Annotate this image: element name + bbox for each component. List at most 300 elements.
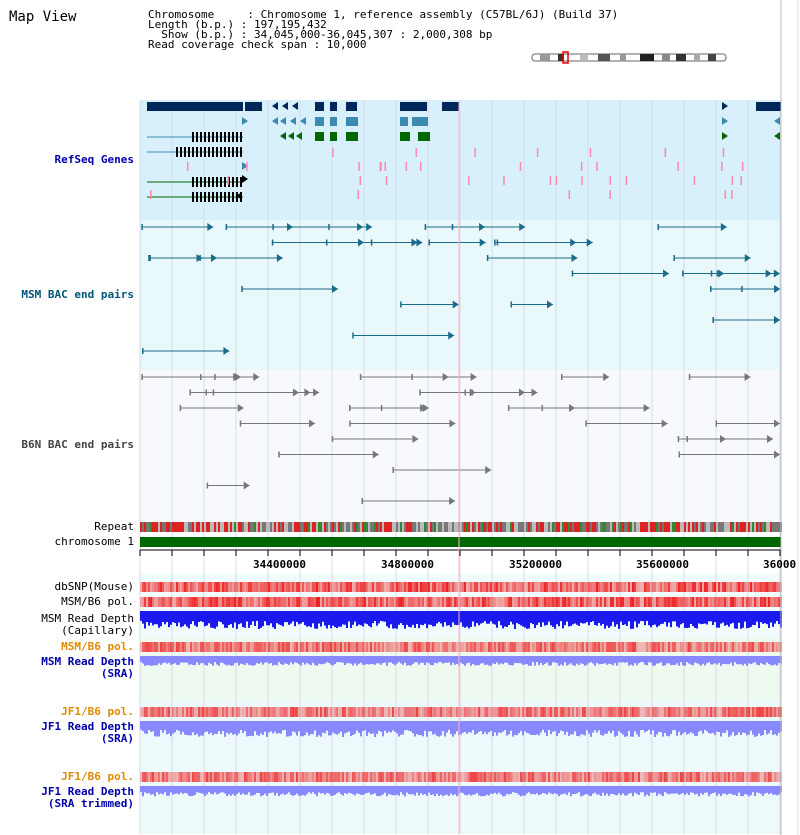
snp-density-bin [192,597,194,607]
jf1-read-depth-trimmed-label[interactable] [41,786,134,810]
snp-density-bin [422,597,424,607]
read-depth-bin [494,721,496,732]
snp-density-bin [364,642,366,652]
snp-density-bin [510,772,512,782]
read-depth-bin [706,721,708,731]
msm-read-depth-capillary-label[interactable] [41,613,134,637]
read-depth-bin [748,611,750,628]
snp-density-bin [308,597,310,607]
read-depth-bin [232,611,234,628]
read-depth-bin [466,611,468,627]
repeat-element [148,522,150,532]
read-depth-bin [558,786,560,796]
repeat-element [772,522,774,532]
snp-density-bin [414,582,416,592]
repeat-element [222,522,224,532]
snp-density-bin [588,582,590,592]
read-depth-bin [734,656,736,662]
read-depth-bin [754,721,756,737]
repeat-element [432,522,434,532]
read-depth-bin [552,611,554,627]
snp-density-bin [202,707,204,717]
read-depth-bin [510,656,512,665]
snp-density-bin [322,582,324,592]
snp-density-bin [272,582,274,592]
snp-density-bin [596,707,598,717]
read-depth-bin [184,611,186,624]
snp-density-bin [622,772,624,782]
read-depth-bin [482,656,484,663]
read-depth-bin [652,656,654,666]
snp-density-bin [158,772,160,782]
snp-density-bin [390,772,392,782]
snp-density-bin [630,772,632,782]
repeat-label[interactable]: Repeat [94,520,134,533]
snp-density-bin [598,597,600,607]
snp-density-bin [208,772,210,782]
snp-density-bin [334,707,336,717]
snp-density-bin [148,597,150,607]
snp-density-bin [496,582,498,592]
chromosome-label[interactable]: chromosome 1 [54,535,134,548]
snp-density-bin [500,707,502,717]
gene-feature [200,192,202,202]
repeat-element [268,522,270,532]
read-depth-bin [288,786,290,792]
snp-density-bin [208,597,210,607]
repeat-element [460,522,462,532]
repeat-element [714,522,716,532]
snp-density-bin [540,642,542,652]
read-depth-bin [228,656,230,665]
repeat-element [276,522,278,532]
b6n-bac-label[interactable]: B6N BAC end pairs [21,438,134,451]
read-depth-bin [638,721,640,737]
snp-density-bin [312,772,314,782]
read-depth-bin [546,611,548,625]
axis-ticks [140,550,780,556]
snp-density-bin [388,707,390,717]
snp-density-bin [630,642,632,652]
snp-density-bin [616,772,618,782]
read-depth-bin [430,656,432,665]
repeat-element [338,522,340,532]
jf1-b6-pol-label[interactable]: JF1/B6 pol. [61,705,134,718]
snp-density-bin [182,707,184,717]
read-depth-bin [182,786,184,794]
repeat-element [648,522,650,532]
snp-density-bin [634,772,636,782]
read-depth-bin [406,656,408,666]
snp-density-bin [652,582,654,592]
snp-density-bin [416,772,418,782]
read-depth-bin [762,786,764,796]
snp-density-bin [600,772,602,782]
snp-density-bin [642,772,644,782]
snp-density-bin [316,772,318,782]
snp-density-bin [320,642,322,652]
read-depth-bin [588,656,590,663]
snp-density-bin [284,707,286,717]
snp-density-bin [318,642,320,652]
read-depth-bin [296,656,298,663]
snp-density-bin [674,707,676,717]
gene-feature [224,192,226,202]
read-depth-bin [268,786,270,793]
snp-density-bin [702,597,704,607]
snp-density-bin [378,642,380,652]
read-depth-bin [168,656,170,663]
snp-density-bin [520,582,522,592]
snp-density-bin [282,642,284,652]
snp-density-bin [468,597,470,607]
snp-density-bin [284,582,286,592]
read-depth-bin [366,656,368,664]
repeat-element [382,522,384,532]
read-depth-bin [436,611,438,623]
snp-density-bin [342,582,344,592]
read-depth-bin [690,611,692,624]
snp-density-bin [202,582,204,592]
snp-density-bin [322,642,324,652]
read-depth-bin [514,786,516,793]
read-depth-bin [202,611,204,622]
snp-density-bin [424,772,426,782]
snp-density-bin [656,772,658,782]
snp-density-bin [760,597,762,607]
snp-density-bin [316,707,318,717]
jf1-read-depth-sra-label[interactable] [41,721,134,745]
snp-density-bin [634,582,636,592]
read-depth-bin [732,786,734,795]
read-depth-bin [204,786,206,796]
snp-density-bin [332,707,334,717]
read-depth-bin [332,721,334,732]
snp-density-bin [222,642,224,652]
snp-density-bin [396,707,398,717]
snp-density-bin [410,707,412,717]
read-depth-bin [160,786,162,793]
read-depth-bin [450,656,452,665]
snp-density-bin [590,707,592,717]
snp-density-bin [498,597,500,607]
snp-density-bin [578,642,580,652]
snp-density-bin [778,597,780,607]
msm-bac-label[interactable]: MSM BAC end pairs [21,288,134,301]
repeat-element [722,522,724,532]
snp-density-bin [322,707,324,717]
read-depth-bin [520,656,522,663]
read-depth-bin [504,721,506,730]
read-depth-bin [622,656,624,662]
snp-density-bin [722,597,724,607]
snp-density-bin [704,772,706,782]
gene-feature [416,148,418,157]
snp-density-bin [440,707,442,717]
read-depth-bin [530,656,532,666]
read-depth-bin [494,786,496,793]
chromosome-bar[interactable] [140,537,781,547]
repeat-element [576,522,578,532]
snp-density-bin [490,642,492,652]
repeat-element [212,522,214,532]
snp-density-bin [340,582,342,592]
snp-density-bin [586,707,588,717]
snp-density-bin [486,582,488,592]
repeat-element [178,522,180,532]
read-depth-bin [440,721,442,736]
read-depth-bin [546,721,548,736]
snp-density-bin [478,772,480,782]
dbsnp-label[interactable]: dbSNP(Mouse) [54,580,134,593]
gene-feature [240,132,242,142]
gene-feature [731,190,733,199]
read-depth-bin [146,656,148,665]
read-depth-bin [750,786,752,795]
msm-b6-pol-label[interactable]: MSM/B6 pol. [61,595,134,608]
snp-density-bin [686,582,688,592]
repeat-element [446,522,448,532]
snp-density-bin [290,707,292,717]
read-depth-bin [334,611,336,627]
snp-density-bin [496,772,498,782]
snp-density-bin [350,597,352,607]
snp-density-bin [736,772,738,782]
read-depth-bin [332,656,334,665]
snp-density-bin [636,772,638,782]
repeat-element [698,522,700,532]
repeat-element [428,522,430,532]
read-depth-bin [284,721,286,730]
read-depth-bin [416,611,418,624]
read-depth-bin [258,611,260,629]
snp-density-bin [572,707,574,717]
read-depth-bin [224,611,226,628]
snp-density-bin [384,597,386,607]
snp-density-bin [266,772,268,782]
gene-feature [240,177,242,187]
read-depth-bin [186,721,188,735]
repeat-element [190,522,192,532]
read-depth-bin [510,786,512,794]
read-depth-bin [236,611,238,629]
read-depth-bin [478,721,480,732]
read-depth-bin [418,611,420,628]
read-depth-bin [364,721,366,730]
read-depth-bin [656,786,658,796]
jf1-b6-pol-label-2[interactable]: JF1/B6 pol. [61,770,134,783]
read-depth-bin [200,786,202,793]
snp-density-bin [270,597,272,607]
read-depth-bin [714,786,716,792]
read-depth-bin [578,721,580,736]
repeat-element [604,522,606,532]
read-depth-bin [346,786,348,794]
read-depth-bin [460,786,462,793]
repeat-element [336,522,338,532]
gene-feature [232,177,234,187]
snp-density-bin [336,772,338,782]
msm-read-depth-sra-label[interactable] [41,656,134,680]
read-depth-bin [634,611,636,621]
read-depth-bin [412,786,414,794]
gene-feature [626,176,628,185]
read-depth-bin [702,656,704,664]
read-depth-bin [358,611,360,625]
snp-density-bin [476,582,478,592]
read-depth-bin [744,656,746,664]
snp-density-bin [408,597,410,607]
read-depth-bin [730,721,732,735]
snp-density-bin [326,642,328,652]
read-depth-bin [688,721,690,734]
snp-density-bin [474,597,476,607]
snp-density-bin [532,582,534,592]
snp-density-bin [362,707,364,717]
snp-density-bin [334,582,336,592]
snp-density-bin [634,707,636,717]
snp-density-bin [514,597,516,607]
snp-density-bin [356,642,358,652]
snp-density-bin [500,582,502,592]
snp-density-bin [448,707,450,717]
snp-density-bin [516,642,518,652]
snp-density-bin [316,582,318,592]
snp-density-bin [226,597,228,607]
snp-density-bin [672,772,674,782]
snp-density-bin [308,772,310,782]
snp-density-bin [388,597,390,607]
read-depth-bin [740,611,742,629]
read-depth-bin [334,786,336,795]
snp-density-bin [324,642,326,652]
read-depth-bin [528,656,530,666]
snp-density-bin [200,642,202,652]
snp-density-bin [454,707,456,717]
read-depth-bin [516,656,518,663]
gene-feature [216,147,218,157]
snp-density-bin [736,597,738,607]
read-depth-bin [402,656,404,665]
snp-density-bin [412,582,414,592]
snp-density-bin [346,582,348,592]
snp-density-bin [558,642,560,652]
snp-density-bin [774,642,776,652]
snp-density-bin [282,707,284,717]
repeat-element [716,522,718,532]
snp-density-bin [768,642,770,652]
snp-density-bin [332,582,334,592]
snp-density-bin [768,707,770,717]
read-depth-bin [540,656,542,663]
read-depth-bin [198,721,200,737]
snp-density-bin [412,642,414,652]
snp-density-bin [740,707,742,717]
snp-density-bin [384,707,386,717]
read-depth-bin [672,786,674,794]
snp-density-bin [560,642,562,652]
repeat-element [390,522,392,532]
snp-density-bin [360,772,362,782]
read-depth-bin [370,656,372,664]
read-depth-bin [234,656,236,663]
snp-density-bin [252,582,254,592]
repeat-element [324,522,326,532]
read-depth-bin [670,786,672,794]
snp-density-bin [710,642,712,652]
repeat-element [250,522,252,532]
snp-density-bin [204,597,206,607]
refseq-label[interactable]: RefSeq Genes [54,153,134,166]
snp-density-bin [210,772,212,782]
snp-density-bin [548,772,550,782]
read-depth-bin [230,786,232,796]
snp-density-bin [434,707,436,717]
repeat-element [486,522,488,532]
repeat-element [400,522,402,532]
read-depth-bin [474,611,476,626]
snp-density-bin [556,582,558,592]
read-depth-bin [482,786,484,796]
read-depth-bin [352,656,354,666]
snp-density-bin [772,707,774,717]
snp-density-bin [716,582,718,592]
snp-density-bin [592,582,594,592]
snp-density-bin [352,642,354,652]
snp-density-bin [546,772,548,782]
snp-density-bin [560,582,562,592]
read-depth-bin [290,786,292,795]
read-depth-bin [326,656,328,662]
snp-density-bin [510,597,512,607]
gene-feature [204,147,206,157]
snp-density-bin [468,707,470,717]
snp-density-bin [300,772,302,782]
snp-density-bin [402,597,404,607]
snp-density-bin [320,597,322,607]
snp-density-bin [334,597,336,607]
read-depth-bin [580,611,582,623]
read-depth-bin [540,611,542,627]
gene-feature [550,176,552,185]
snp-density-bin [638,582,640,592]
read-depth-bin [260,786,262,796]
snp-density-bin [316,642,318,652]
snp-density-bin [174,642,176,652]
snp-density-bin [670,707,672,717]
read-depth-bin [172,656,174,664]
read-depth-bin [206,721,208,731]
read-depth-bin [618,721,620,731]
snp-density-bin [636,707,638,717]
snp-density-bin [178,707,180,717]
repeat-element [270,522,272,532]
msm-b6-pol-label-2[interactable]: MSM/B6 pol. [61,640,134,653]
snp-density-bin [486,642,488,652]
read-depth-bin [320,656,322,664]
snp-density-bin [382,597,384,607]
snp-density-bin [366,772,368,782]
snp-density-bin [392,597,394,607]
repeat-track[interactable] [140,522,782,532]
read-depth-bin [654,611,656,625]
read-depth-bin [558,721,560,733]
snp-density-bin [720,707,722,717]
snp-density-bin [350,642,352,652]
chromosome-ideogram[interactable] [532,52,726,63]
snp-density-bin [658,772,660,782]
repeat-element [542,522,544,532]
